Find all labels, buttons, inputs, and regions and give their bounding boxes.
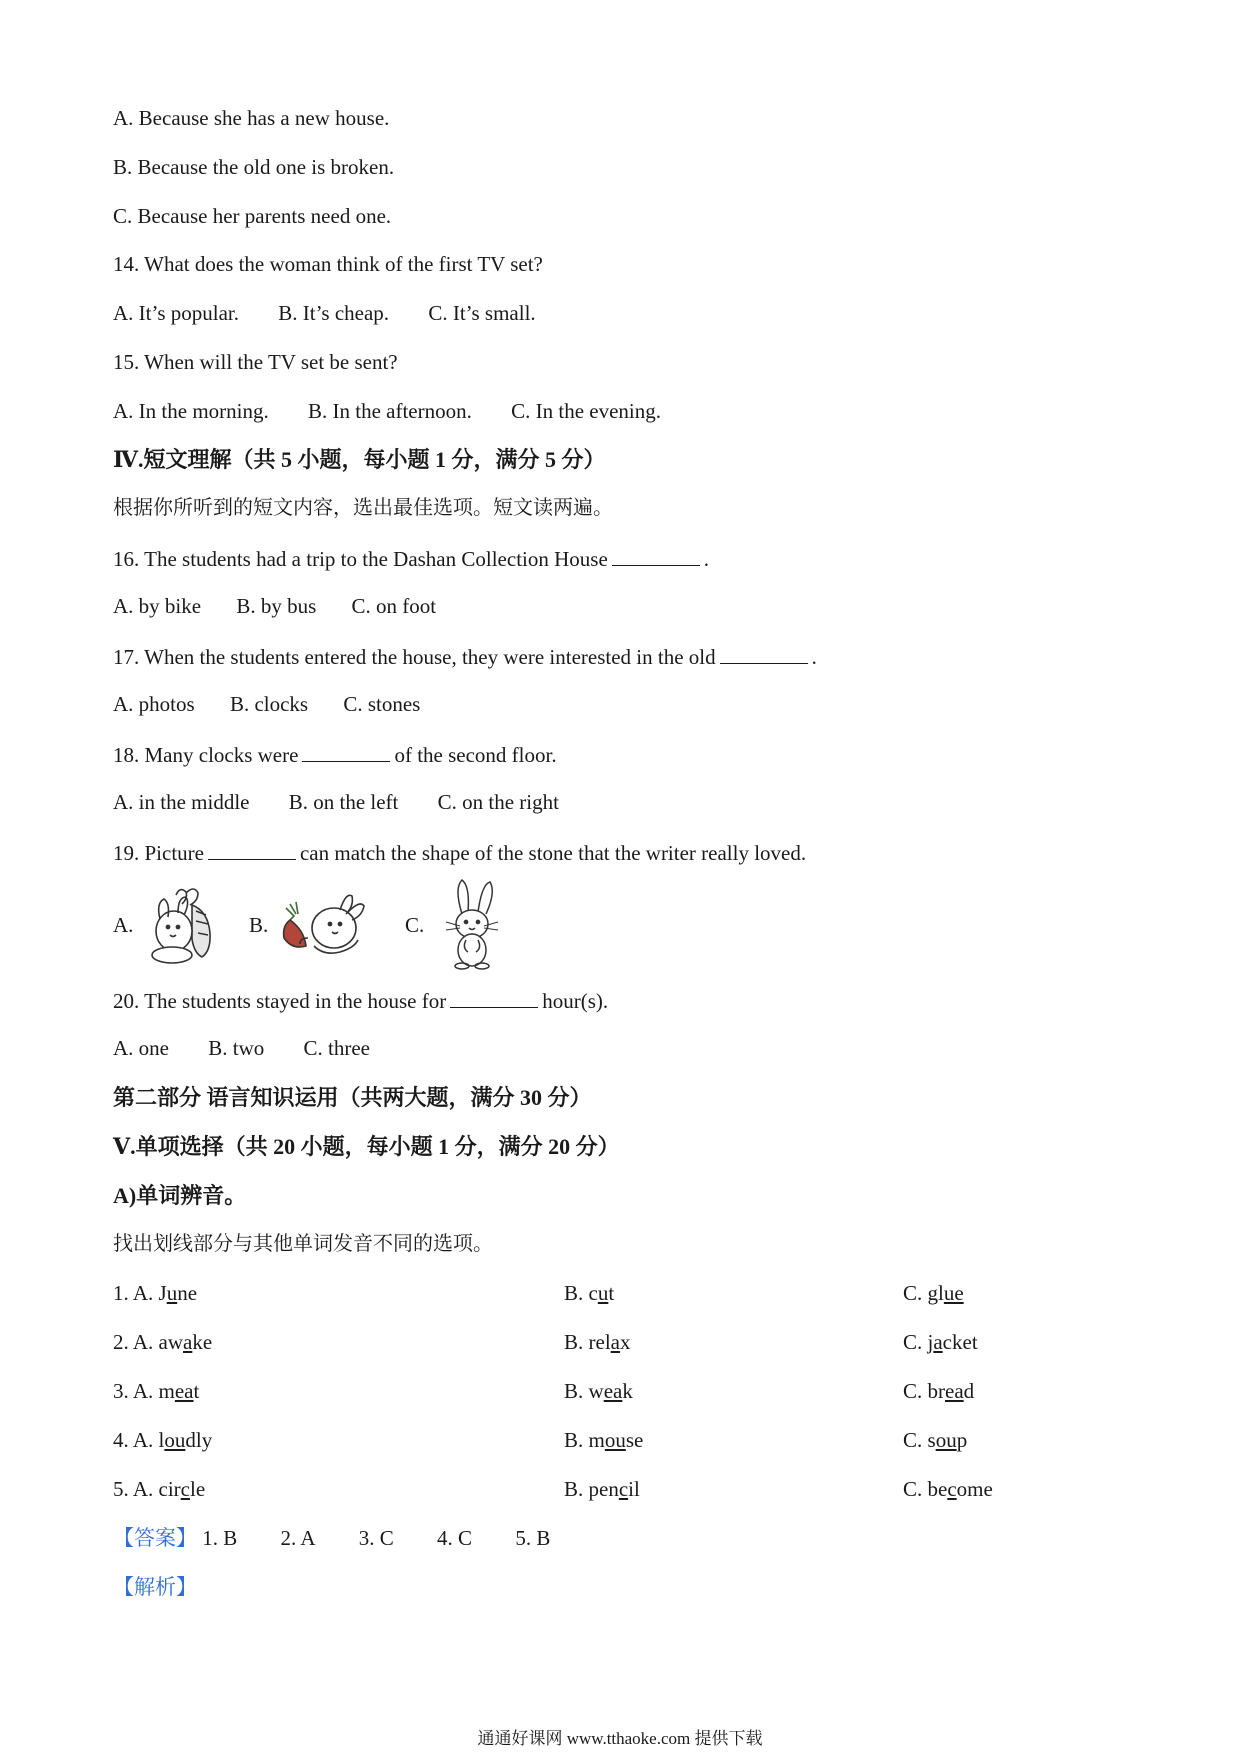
row-number: 1. A. xyxy=(113,1281,154,1305)
q20-stem: 20. The students stayed in the house for xyxy=(113,989,447,1013)
word-b: B. pencil xyxy=(564,1477,640,1501)
q14-option-b: B. It’s cheap. xyxy=(278,301,390,325)
q17-question xyxy=(113,645,817,668)
q13-option-a: A. Because she has a new house. xyxy=(113,106,390,130)
q15-option-b: B. In the afternoon. xyxy=(307,399,472,423)
q15-option-c: C. In the evening. xyxy=(511,399,661,423)
q18-options xyxy=(113,792,559,813)
q19-stem-end: can match the shape of the stone that the writer really loved. xyxy=(299,841,807,865)
part-2-title: 第二部分 语言知识运用（共两大题，满分 30 分） xyxy=(113,1085,592,1110)
q19-stem: 19. Picture xyxy=(113,841,204,865)
phonetics-row-2 xyxy=(113,1332,1113,1353)
q20-option-c: C. three xyxy=(303,1036,370,1060)
footer-watermark: 通通好课网 www.tthaoke.com 提供下载 xyxy=(477,1729,763,1748)
q16-option-a: A. by bike xyxy=(113,594,202,618)
q20-option-b: B. two xyxy=(208,1036,265,1060)
answer-blank xyxy=(302,743,390,762)
section-4-instruction: 根据你所听到的短文内容，选出最佳选项。短文读两遍。 xyxy=(113,497,613,519)
q16-question xyxy=(113,547,709,570)
answer-item: 2. A xyxy=(280,1526,316,1550)
q16-stem: 16. The students had a trip to the Dashan Collection House xyxy=(113,547,608,571)
subsection-a-title: A)单词辨音。 xyxy=(113,1183,247,1208)
q13-option-b: B. Because the old one is broken. xyxy=(113,155,395,179)
q14-option-c: C. It’s small. xyxy=(428,301,536,325)
word-c: C. soup xyxy=(903,1428,968,1452)
answer-blank xyxy=(208,841,296,860)
phonetics-row-3 xyxy=(113,1381,1113,1402)
row-number: 5. A. xyxy=(113,1477,154,1501)
q17-stem: 17. When the students entered the house, they were interested in the old xyxy=(113,645,716,669)
q14-options xyxy=(113,303,536,324)
word-a: June xyxy=(158,1281,198,1305)
phonetics-row-1 xyxy=(113,1283,1113,1304)
q18-option-a: A. in the middle xyxy=(113,790,250,814)
word-b: B. weak xyxy=(564,1379,633,1403)
phonetics-row-5 xyxy=(113,1479,1113,1500)
section-5-title: Ⅴ.单项选择（共 20 小题，每小题 1 分，满分 20 分） xyxy=(113,1134,620,1159)
q18-option-b: B. on the left xyxy=(288,790,399,814)
word-c: C. glue xyxy=(903,1281,964,1305)
answer-line xyxy=(113,1528,550,1549)
rabbit-with-carrot-icon xyxy=(146,885,214,965)
q17-stem-end: . xyxy=(811,645,817,669)
q18-stem-end: of the second floor. xyxy=(394,743,557,767)
word-a: circle xyxy=(158,1477,206,1501)
word-b: B. mouse xyxy=(564,1428,644,1452)
analysis-label: 【解析】 xyxy=(113,1575,197,1599)
word-c: C. bread xyxy=(903,1379,975,1403)
word-a: meat xyxy=(158,1379,200,1403)
q18-stem: 18. Many clocks were xyxy=(113,743,299,767)
word-a: loudly xyxy=(158,1428,213,1452)
q20-options xyxy=(113,1038,370,1059)
word-b: B. cut xyxy=(564,1281,615,1305)
word-a: awake xyxy=(158,1330,213,1354)
q20-option-a: A. one xyxy=(113,1036,169,1060)
word-b: B. relax xyxy=(564,1330,631,1354)
q16-stem-end: . xyxy=(703,547,710,571)
q19-question xyxy=(113,841,806,864)
answer-item: 1. B xyxy=(202,1526,238,1550)
answer-item: 5. B xyxy=(515,1526,551,1550)
standing-rabbit-icon xyxy=(438,878,508,970)
subsection-a-instruction: 找出划线部分与其他单词发音不同的选项。 xyxy=(113,1233,493,1255)
q18-option-c: C. on the right xyxy=(437,790,559,814)
row-number: 2. A. xyxy=(113,1330,154,1354)
q17-option-a: A. photos xyxy=(113,692,195,716)
section-4-title: Ⅳ.短文理解（共 5 小题，每小题 1 分，满分 5 分） xyxy=(113,447,606,472)
phonetics-row-4 xyxy=(113,1430,1113,1451)
answer-item: 4. C xyxy=(437,1526,473,1550)
q16-option-b: B. by bus xyxy=(236,594,317,618)
answer-item: 3. C xyxy=(358,1526,394,1550)
row-number: 4. A. xyxy=(113,1428,154,1452)
lying-rabbit-with-radish-icon xyxy=(280,890,370,962)
q15-option-a: A. In the morning. xyxy=(113,399,269,423)
q19-option-b-label: B. xyxy=(249,913,269,937)
q13-option-c: C. Because her parents need one. xyxy=(113,204,392,228)
q15-question: 15. When will the TV set be sent? xyxy=(113,350,398,374)
q17-options xyxy=(113,694,420,715)
q14-option-a: A. It’s popular. xyxy=(113,301,239,325)
answer-blank xyxy=(450,989,538,1008)
q16-options xyxy=(113,596,436,617)
word-c: C. become xyxy=(903,1477,993,1501)
answer-blank xyxy=(720,645,808,664)
q20-stem-end: hour(s). xyxy=(542,989,609,1013)
q15-options xyxy=(113,401,661,422)
q20-question xyxy=(113,989,608,1012)
q19-option-c-label: C. xyxy=(405,913,425,937)
q19-option-a-label: A. xyxy=(113,913,134,937)
word-c: C. jacket xyxy=(903,1330,978,1354)
q17-option-b: B. clocks xyxy=(229,692,309,716)
q14-question: 14. What does the woman think of the first TV set? xyxy=(113,252,543,276)
q16-option-c: C. on foot xyxy=(351,594,437,618)
row-number: 3. A. xyxy=(113,1379,154,1403)
answer-label: 【答案】 xyxy=(113,1526,197,1550)
answer-blank xyxy=(612,547,700,566)
q18-question xyxy=(113,743,557,766)
q17-option-c: C. stones xyxy=(343,692,421,716)
